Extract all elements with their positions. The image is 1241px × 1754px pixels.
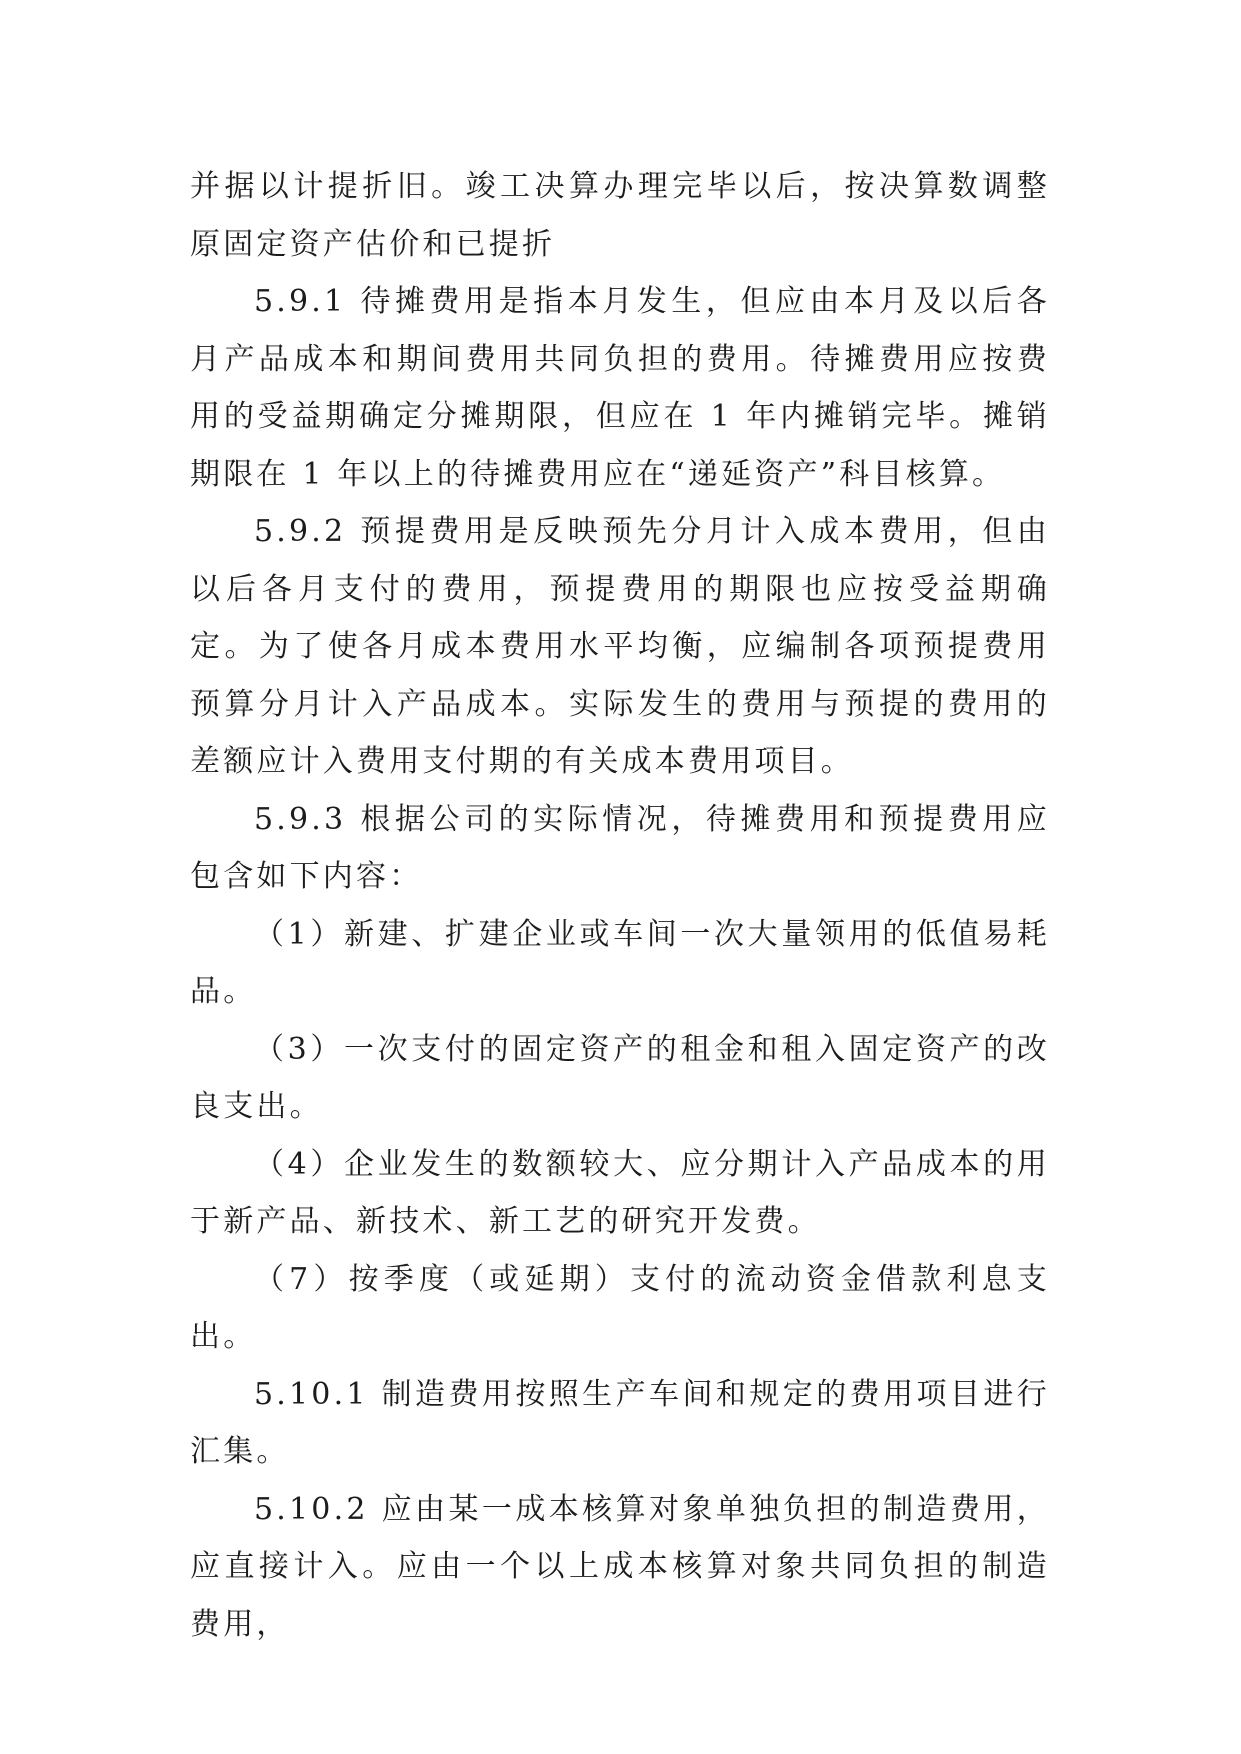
list-item-1: （1）新建、扩建企业或车间一次大量领用的低值易耗品。 [190, 916, 1050, 1009]
document-body [190, 158, 1050, 1653]
paragraph-5-10-2: 5.10.2 应由某一成本核算对象单独负担的制造费用，应直接计入。应由一个以上成本核算对象共同负担的制造费用， [190, 1491, 1050, 1642]
paragraph-5-9-3: 5.9.3 根据公司的实际情况，待摊费用和预提费用应包含如下内容： [190, 801, 1050, 894]
list-item-7: （7）按季度（或延期）支付的流动资金借款利息支出。 [190, 1261, 1050, 1354]
paragraph-1: 并据以计提折旧。竣工决算办理完毕以后，按决算数调整原固定资产估价和已提折 [190, 169, 1050, 262]
list-item-3: （3）一次支付的固定资产的租金和租入固定资产的改良支出。 [190, 1031, 1050, 1124]
paragraph-5-10-1: 5.10.1 制造费用按照生产车间和规定的费用项目进行汇集。 [190, 1376, 1050, 1469]
paragraph-5-9-2: 5.9.2 预提费用是反映预先分月计入成本费用，但由以后各月支付的费用，预提费用的期限也应按受益期确定。为了使各月成本费用水平均衡，应编制各项预提费用预算分月计入产品成本。实际发生的费用与预提的费用的差额应计入费用支付期的有关成本费用项目。 [190, 514, 1050, 779]
paragraph-5-9-1: 5.9.1 待摊费用是指本月发生，但应由本月及以后各月产品成本和期间费用共同负担的费用。待摊费用应按费用的受益期确定分摊期限，但应在 1 年内摊销完毕。摊销期限在 1 年以上的待摊费用应在“递延资产”科目核算。 [190, 284, 1050, 492]
list-item-4: （4）企业发生的数额较大、应分期计入产品成本的用于新产品、新技术、新工艺的研究开发费。 [190, 1146, 1050, 1239]
